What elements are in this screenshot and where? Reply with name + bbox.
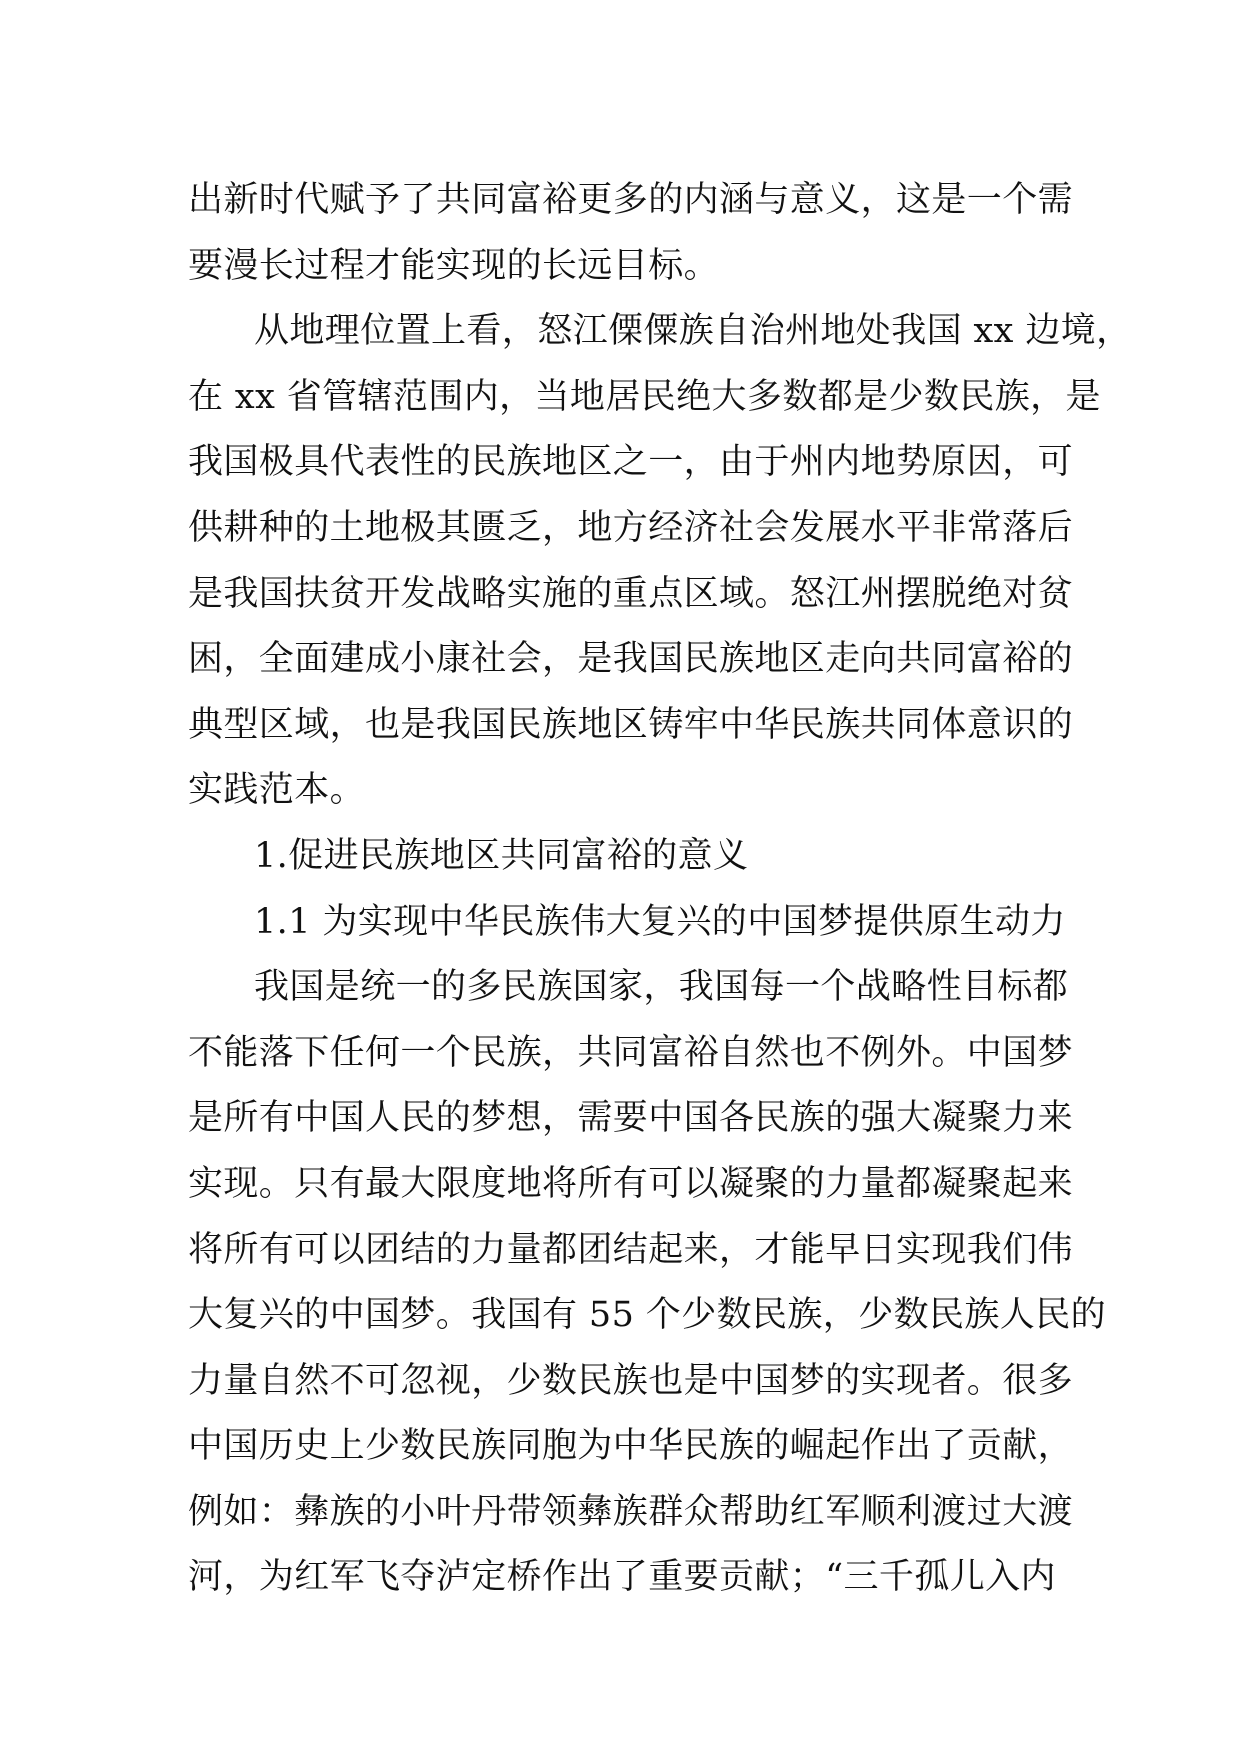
text-line: 在 xx 省管辖范围内，当地居民绝大多数都是少数民族，是 [188, 376, 1101, 417]
text-line: 实现。只有最大限度地将所有可以凝聚的力量都凝聚起来 [188, 1163, 1074, 1204]
text-line: 力量自然不可忽视，少数民族也是中国梦的实现者。很多 [188, 1360, 1074, 1401]
text-line: 1.促进民族地区共同富裕的意义 [254, 835, 749, 876]
text-line: 供耕种的土地极其匮乏，地方经济社会发展水平非常落后 [188, 507, 1074, 548]
text-line: 1.1 为实现中华民族伟大复兴的中国梦提供原生动力 [254, 901, 1066, 942]
text-line: 不能落下任何一个民族，共同富裕自然也不例外。中国梦 [188, 1032, 1074, 1073]
text-line: 将所有可以团结的力量都团结起来，才能早日实现我们伟 [188, 1229, 1074, 1270]
text-line: 典型区域，也是我国民族地区铸牢中华民族共同体意识的 [188, 704, 1074, 745]
text-line: 河，为红军飞夺泸定桥作出了重要贡献；“三千孤儿入内 [188, 1557, 1056, 1598]
text-line: 中国历史上少数民族同胞为中华民族的崛起作出了贡献， [188, 1426, 1074, 1467]
text-line: 我国极具代表性的民族地区之一，由于州内地势原因，可 [188, 442, 1074, 483]
text-line: 大复兴的中国梦。我国有 55 个少数民族，少数民族人民的 [188, 1295, 1106, 1336]
text-line: 实践范本。 [188, 770, 366, 811]
text-line: 要漫长过程才能实现的长远目标。 [188, 245, 720, 286]
text-line: 困，全面建成小康社会，是我国民族地区走向共同富裕的 [188, 639, 1074, 680]
text-line: 我国是统一的多民族国家，我国每一个战略性目标都 [254, 967, 1069, 1008]
body-text [188, 168, 1132, 1611]
text-line: 出新时代赋予了共同富裕更多的内涵与意义，这是一个需 [188, 180, 1074, 220]
text-line: 例如：彝族的小叶丹带领彝族群众帮助红军顺利渡过大渡 [188, 1491, 1074, 1532]
text-line: 是我国扶贫开发战略实施的重点区域。怒江州摆脱绝对贫 [188, 573, 1074, 614]
text-line: 从地理位置上看，怒江傈僳族自治州地处我国 xx 边境， [254, 311, 1132, 352]
text-line: 是所有中国人民的梦想，需要中国各民族的强大凝聚力来 [188, 1098, 1074, 1139]
